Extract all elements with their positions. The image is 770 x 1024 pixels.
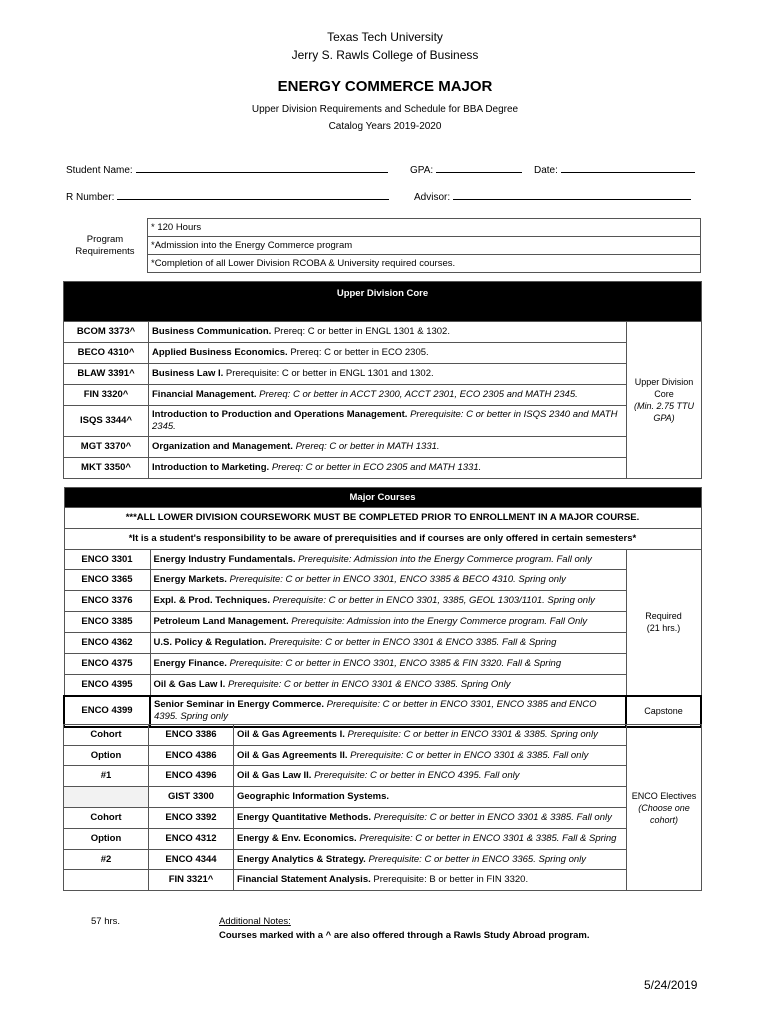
course-code: ENCO 4386	[149, 746, 234, 766]
course-name: Expl. & Prod. Techniques.	[153, 595, 270, 606]
table-row	[64, 787, 702, 808]
course-name: Financial Management.	[152, 389, 257, 400]
electives-table	[63, 724, 702, 891]
course-desc	[149, 343, 627, 364]
course-desc	[234, 766, 627, 787]
cohort-label	[64, 787, 149, 808]
course-code: ISQS 3344^	[64, 406, 149, 437]
table-row	[64, 633, 701, 654]
course-desc	[150, 612, 626, 633]
table-row	[64, 591, 701, 612]
course-prereq: Prerequisite: C or better in ENCO 3301, ENCO 3385 & FIN 3320. Fall & Spring	[229, 658, 562, 669]
college-name: Jerry S. Rawls College of Business	[291, 48, 479, 62]
program-label-line2: Requirements	[75, 245, 135, 257]
cohort-label: Option	[64, 829, 149, 850]
course-code: FIN 3320^	[64, 385, 149, 406]
table-row	[64, 654, 701, 675]
course-code: MGT 3370^	[64, 437, 149, 458]
program-item: *Admission into the Energy Commerce program	[148, 237, 701, 255]
table-row	[64, 675, 701, 696]
course-prereq: Prerequisite: B or better in FIN 3320.	[373, 874, 529, 885]
table-row	[64, 766, 702, 787]
advisor-label: Advisor:	[414, 192, 451, 203]
date-label: Date:	[534, 165, 558, 176]
core-side-line1: Upper Division	[634, 377, 694, 387]
course-prereq: Prerequisite: C or better in ENCO 3301, ENCO 3385 and ENCO 4395. Spring only	[154, 699, 597, 722]
table-row	[64, 364, 702, 385]
course-desc	[150, 696, 626, 727]
course-name: Business Communication.	[152, 326, 272, 337]
course-name: Energy Quantitative Methods.	[237, 812, 372, 823]
total-hours: 57 hrs.	[91, 916, 121, 927]
course-prereq: Prerequisite: C or better in ENCO 4395. Fall only	[314, 770, 520, 781]
notes-label: Additional Notes:	[219, 916, 291, 927]
r-number-line[interactable]	[117, 190, 389, 200]
course-prereq: Prerequisite: C or better in ENCO 3301 & 3385. Fall only	[350, 749, 589, 761]
course-desc	[150, 550, 626, 570]
table-row	[64, 870, 702, 891]
course-code: ENCO 4344	[149, 850, 234, 870]
course-code: BECO 4310^	[64, 343, 149, 364]
cohort-label	[64, 870, 149, 891]
course-code: GIST 3300	[149, 787, 234, 808]
course-desc	[149, 437, 627, 458]
table-row	[64, 550, 701, 570]
course-prereq: Prereq: C or better in ACCT 2300, ACCT 2301, ECO 2305 and MATH 2345.	[259, 389, 578, 400]
course-prereq: Prerequisite: C or better in ISQS 2340 and MATH 2345.	[152, 409, 618, 432]
course-name: Senior Seminar in Energy Commerce.	[154, 699, 325, 710]
student-name-line[interactable]	[136, 163, 388, 173]
date-field[interactable]	[534, 163, 695, 176]
university-name: Texas Tech University	[327, 30, 443, 44]
document-date: 5/24/2019	[644, 978, 698, 992]
course-desc	[150, 570, 626, 591]
course-desc	[149, 364, 627, 385]
course-desc	[149, 322, 627, 343]
course-code: BLAW 3391^	[64, 364, 149, 385]
r-number-label: R Number:	[66, 192, 115, 203]
course-desc	[150, 654, 626, 675]
core-heading: Upper Division Core	[64, 282, 702, 322]
course-code: ENCO 3301	[64, 550, 150, 570]
course-code: ENCO 4375	[64, 654, 150, 675]
course-desc	[149, 385, 627, 406]
electives-side-line1: ENCO Electives	[631, 790, 697, 801]
course-name: Organization and Management.	[152, 441, 293, 452]
core-side-line2: Core	[654, 389, 674, 399]
course-name: Oil & Gas Agreements I.	[237, 729, 345, 740]
course-name: Oil & Gas Law II.	[237, 770, 312, 781]
course-code: MKT 3350^	[64, 458, 149, 479]
course-desc	[234, 787, 627, 808]
cohort-label: Cohort	[64, 725, 149, 746]
program-requirements-label	[63, 219, 148, 273]
course-code: ENCO 4396	[149, 766, 234, 787]
course-prereq: Prerequisite: C or better in ENCO 3365. Spring only	[368, 853, 587, 865]
core-side-line3: (Min. 2.75 TTU	[633, 401, 694, 411]
major-warning-2: *It is a student's responsibility to be aware of prerequisities and if courses are only offered in certain semesters*	[64, 529, 701, 550]
course-name: Energy & Env. Economics.	[237, 833, 357, 844]
course-prereq: Prerequisite: Admission into the Energy Commerce program. Fall only	[298, 553, 592, 565]
table-row	[64, 570, 701, 591]
table-row	[64, 850, 702, 870]
course-prereq: Prerequisite: C or better in ENCO 3301 & 3385. Spring only	[347, 729, 598, 740]
required-label	[626, 550, 701, 696]
electives-side-line2: (Choose one	[638, 802, 690, 813]
table-row	[64, 437, 702, 458]
advisor-line[interactable]	[453, 190, 691, 200]
required-line2: (21 hrs.)	[646, 623, 681, 634]
course-desc	[150, 591, 626, 612]
course-prereq: Prereq: C or better in ECO 2305 and MATH 1331.	[271, 462, 482, 473]
advisor-field[interactable]	[414, 190, 691, 203]
electives-side-line3: cohort)	[649, 814, 678, 825]
table-row	[64, 385, 702, 406]
course-prereq: Prerequisite: C or better in ENCO 3301 & 3385. Fall only	[373, 812, 612, 823]
course-code: ENCO 3386	[149, 725, 234, 746]
course-name: Energy Industry Fundamentals.	[153, 553, 296, 565]
course-name: Oil & Gas Law I.	[153, 678, 226, 690]
page-title: ENERGY COMMERCE MAJOR	[277, 78, 493, 95]
course-prereq: Prerequisite: C or better in ENCO 3301 & 3385. Fall & Spring	[359, 833, 617, 844]
course-desc	[149, 458, 627, 479]
course-code: ENCO 3365	[64, 570, 150, 591]
course-name: Energy Markets.	[153, 574, 227, 585]
table-row	[64, 322, 702, 343]
course-code: ENCO 4312	[149, 829, 234, 850]
course-name: Energy Finance.	[153, 658, 227, 669]
gpa-line[interactable]	[436, 163, 522, 173]
course-prereq: Prerequisite: C or better in ENCO 3301 & ENCO 3385. Spring Only	[227, 678, 511, 690]
major-warning-1: ***ALL LOWER DIVISION COURSEWORK MUST BE COMPLETED PRIOR TO ENROLLMENT IN A MAJOR COURSE.	[64, 508, 701, 529]
student-name-label: Student Name:	[66, 165, 133, 176]
cohort-label: Cohort	[64, 808, 149, 829]
course-prereq: Prerequisite: C or better in ENCO 3301 & ENCO 3385. Fall & Spring	[269, 637, 557, 648]
electives-side-label	[627, 725, 702, 891]
course-prereq: Prereq: C or better in ECO 2305.	[290, 347, 429, 358]
course-desc	[150, 675, 626, 696]
course-desc	[234, 829, 627, 850]
major-heading: Major Courses	[64, 488, 701, 508]
course-name: Applied Business Economics.	[152, 347, 288, 358]
course-code: ENCO 3376	[64, 591, 150, 612]
table-row	[64, 725, 702, 746]
gpa-field[interactable]	[410, 163, 522, 176]
program-requirements-table	[63, 218, 701, 273]
course-name: Petroleum Land Management.	[153, 616, 289, 627]
program-item: * 120 Hours	[148, 219, 701, 237]
course-prereq: Prereq: C or better in ENGL 1301 & 1302.	[273, 326, 450, 337]
major-courses-table	[63, 487, 702, 728]
table-row	[64, 808, 702, 829]
cohort-label: Option	[64, 746, 149, 766]
student-name-field[interactable]	[66, 163, 388, 176]
course-desc	[234, 808, 627, 829]
course-name: Oil & Gas Agreements II.	[237, 749, 348, 761]
course-prereq: Prerequisite: Admission into the Energy Commerce program. Fall Only	[291, 616, 588, 627]
cohort-label: #1	[64, 766, 149, 787]
course-desc	[234, 870, 627, 891]
upper-division-core-table	[63, 281, 702, 479]
course-desc	[234, 746, 627, 766]
course-code: BCOM 3373^	[64, 322, 149, 343]
notes-text: Courses marked with a ^ are also offered through a Rawls Study Abroad program.	[219, 930, 590, 941]
course-code: ENCO 4399	[64, 696, 150, 727]
course-desc	[150, 633, 626, 654]
course-desc	[234, 725, 627, 746]
program-label-line1: Program	[86, 233, 124, 245]
gpa-label: GPA:	[410, 165, 434, 176]
course-desc	[149, 406, 627, 437]
course-code: ENCO 3385	[64, 612, 150, 633]
table-row	[64, 612, 701, 633]
course-desc	[234, 850, 627, 870]
course-name: Introduction to Marketing.	[152, 462, 270, 473]
cohort-label: #2	[64, 850, 149, 870]
page-subtitle: Upper Division Requirements and Schedule for BBA Degree	[251, 104, 519, 115]
required-line1: Required	[645, 611, 682, 622]
catalog-years: Catalog Years 2019-2020	[328, 121, 442, 132]
course-prereq: Prerequisite: C or better in ENGL 1301 and 1302.	[225, 368, 434, 379]
r-number-field[interactable]	[66, 190, 389, 203]
course-name: Energy Analytics & Strategy.	[237, 853, 366, 865]
capstone-label: Capstone	[626, 696, 701, 727]
course-name: Geographic Information Systems.	[237, 791, 390, 802]
core-side-label	[627, 322, 702, 479]
core-side-line4: GPA)	[653, 413, 675, 423]
course-name: Introduction to Production and Operations Management.	[152, 409, 408, 420]
course-code: ENCO 4395	[64, 675, 150, 696]
table-row	[64, 343, 702, 364]
table-row	[64, 829, 702, 850]
course-prereq: Prereq: C or better in MATH 1331.	[295, 441, 440, 452]
program-item: *Completion of all Lower Division RCOBA & University required courses.	[148, 255, 701, 273]
course-code: FIN 3321^	[149, 870, 234, 891]
course-name: U.S. Policy & Regulation.	[153, 637, 267, 648]
course-name: Financial Statement Analysis.	[237, 874, 371, 885]
course-prereq: Prerequisite: C or better in ENCO 3301, ENCO 3385 & BECO 4310. Spring only	[229, 574, 566, 585]
table-row	[64, 746, 702, 766]
course-code: ENCO 4362	[64, 633, 150, 654]
course-code: ENCO 3392	[149, 808, 234, 829]
course-name: Business Law I.	[152, 368, 224, 379]
date-line[interactable]	[561, 163, 695, 173]
course-prereq: Prerequisite: C or better in ENCO 3301, 3385, GEOL 1303/1101. Spring only	[272, 595, 595, 606]
capstone-row	[64, 696, 701, 727]
table-row	[64, 406, 702, 437]
table-row	[64, 458, 702, 479]
